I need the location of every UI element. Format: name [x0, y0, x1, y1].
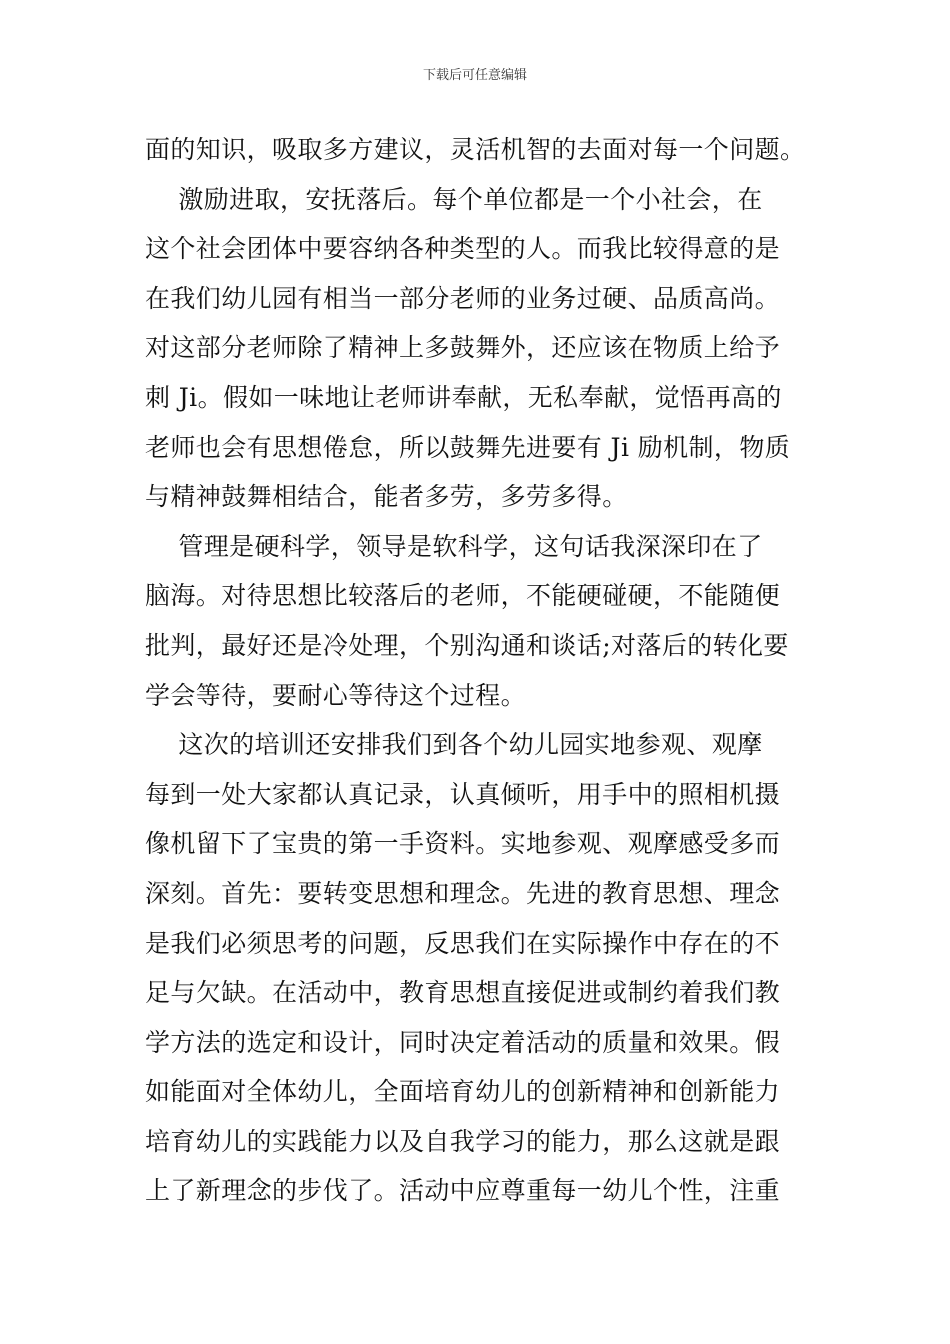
text-line: 刺 Ji。假如一味地让老师讲奉献，无私奉献，觉悟再高的 — [145, 382, 782, 412]
text-line: 学方法的选定和设计，同时决定着活动的质量和效果。假 — [145, 1027, 781, 1057]
text-line: 与精神鼓舞相结合，能者多劳，多劳多得。 — [145, 482, 628, 512]
text-line: 管理是硬科学，领导是软科学，这句话我深深印在了 — [145, 531, 763, 561]
page-header: 下载后可任意编辑 — [422, 68, 527, 83]
text-line: 激励进取，安抚落后。每个单位都是一个小社会，在 — [145, 184, 763, 214]
text-line: 如能面对全体幼儿，全面培育幼儿的创新精神和创新能力 — [145, 1077, 781, 1107]
text-line: 对这部分老师除了精神上多鼓舞外，还应该在物质上给予 — [145, 333, 781, 363]
text-line: 这次的培训还安排我们到各个幼儿园实地参观、观摩 — [145, 730, 763, 760]
text-line: 每到一处大家都认真记录，认真倾听，用手中的照相机摄 — [145, 779, 781, 809]
text-line: 面的知识，吸取多方建议，灵活机智的去面对每一个问题。 — [145, 135, 806, 164]
document-body — [145, 125, 810, 1216]
text-line: 深刻。首先：要转变思想和理念。先进的教育思想、理念 — [145, 878, 781, 908]
text-line: 学会等待，要耐心等待这个过程。 — [145, 680, 527, 710]
text-line: 这个社会团体中要容纳各种类型的人。而我比较得意的是 — [145, 234, 781, 264]
text-line: 脑海。对待思想比较落后的老师，不能硬碰硬，不能随便 — [145, 581, 781, 611]
text-line: 像机留下了宝贵的第一手资料。实地参观、观摩感受多而 — [145, 829, 781, 859]
text-line: 在我们幼儿园有相当一部分老师的业务过硬、品质高尚。 — [145, 283, 781, 313]
text-line: 足与欠缺。在活动中，教育思想直接促进或制约着我们教 — [145, 978, 781, 1008]
text-line: 培育幼儿的实践能力以及自我学习的能力，那么这就是跟 — [145, 1126, 781, 1156]
text-line: 上了新理念的步伐了。活动中应尊重每一幼儿个性，注重 — [145, 1176, 781, 1206]
text-line: 老师也会有思想倦怠，所以鼓舞先进要有 Ji 励机制，物质 — [145, 432, 791, 462]
text-line: 批判，最好还是冷处理，个别沟通和谈话;对落后的转化要 — [145, 630, 789, 660]
text-line: 是我们必须思考的问题，反思我们在实际操作中存在的不 — [145, 928, 781, 958]
